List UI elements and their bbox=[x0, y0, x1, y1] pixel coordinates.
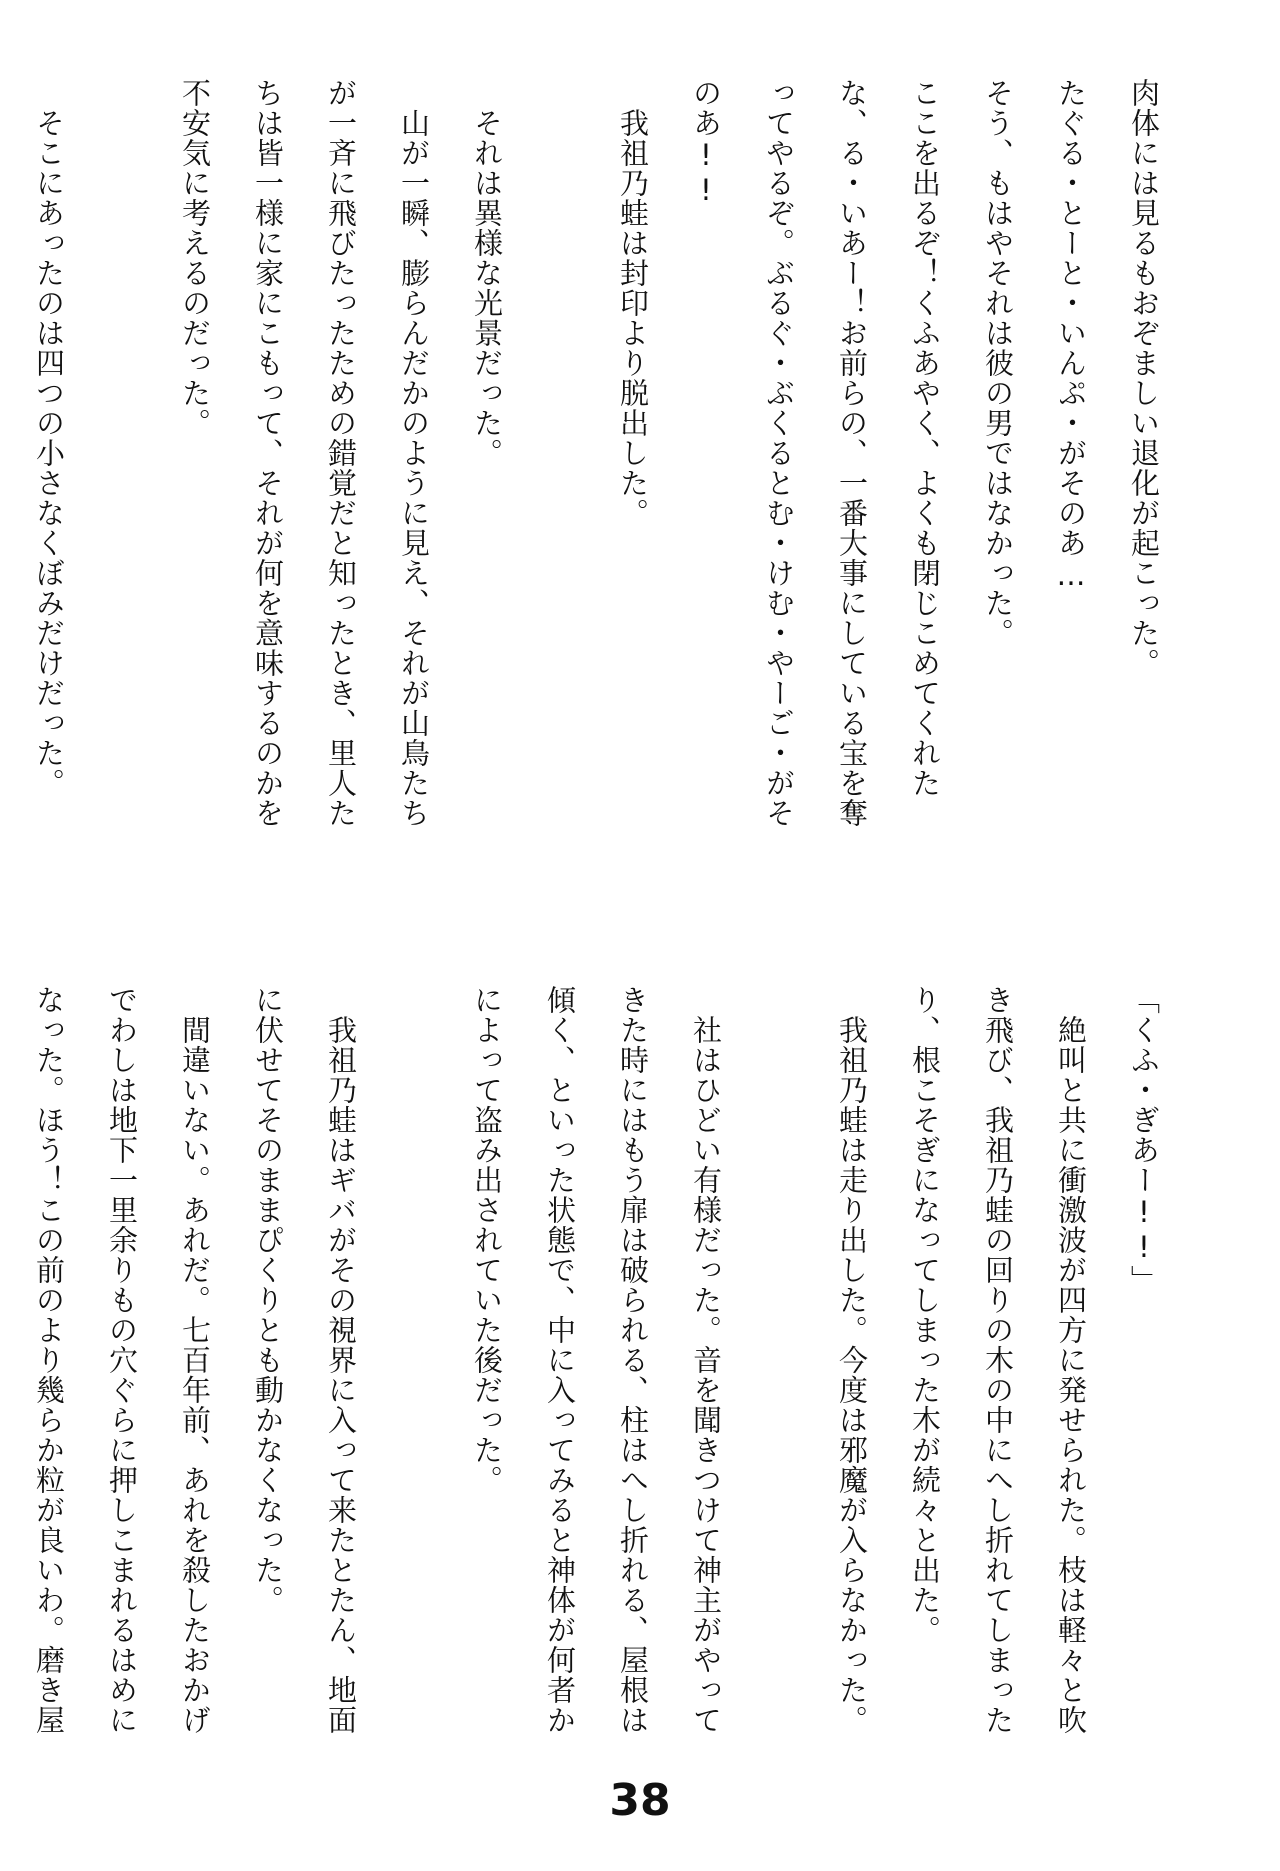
text-line: 肉体には見るもおぞましい退化が起こった。 bbox=[1127, 78, 1161, 678]
text-line: 傾く、といった状態で、中に入ってみると神体が何者か bbox=[543, 985, 577, 1735]
top-text-block bbox=[30, 78, 1180, 828]
text-line bbox=[85, 78, 158, 738]
text-line: に伏せてそのままぴくりとも動かなくなった。 bbox=[251, 985, 285, 1615]
text-line bbox=[0, 78, 12, 738]
text-line: ここを出るぞ！くふあやく、よくも閉じこめてくれた bbox=[908, 78, 942, 798]
text-line: な、る・いあー！お前らの、一番大事にしている宝を奪 bbox=[835, 78, 869, 828]
text-line: 不安気に考えるのだった。 bbox=[178, 78, 212, 438]
text-line: 我祖乃蛙は封印より脱出した。 bbox=[616, 78, 650, 528]
text-line: なった。ほう！この前のより幾らか粒が良いわ。磨き屋 bbox=[32, 985, 66, 1735]
text-line: でわしは地下一里余りもの穴ぐらに押しこまれるはめに bbox=[105, 985, 139, 1735]
text-line: たぐる・とーと・いんぷ・がそのあ… bbox=[1054, 78, 1088, 593]
text-line: それは異様な光景だった。 bbox=[470, 78, 504, 468]
text-line: 我祖乃蛙は走り出した。今度は邪魔が入らなかった。 bbox=[835, 985, 869, 1735]
text-line: によって盗み出されていた後だった。 bbox=[470, 985, 504, 1495]
text-line: 我祖乃蛙はギバがその視界に入って来たとたん、地面 bbox=[324, 985, 358, 1735]
text-line: ってやるぞ。ぶるぐ・ぶくるとむ・けむ・やーご・がそ bbox=[762, 78, 796, 828]
text-line: のあ!! bbox=[689, 78, 723, 208]
text-line: 絶叫と共に衝激波が四方に発せられた。枝は軽々と吹 bbox=[1054, 985, 1088, 1735]
text-line: り、根こそぎになってしまった木が続々と出た。 bbox=[908, 985, 942, 1645]
bottom-text-block bbox=[30, 985, 1180, 1735]
text-line: ちは皆一様に家にこもって、それが何を意味するのかを bbox=[251, 78, 285, 828]
page-number: 38 bbox=[609, 1775, 671, 1826]
text-line bbox=[0, 985, 12, 1725]
text-line: 山が一瞬、膨らんだかのように見え、それが山鳥たち bbox=[397, 78, 431, 828]
text-line bbox=[377, 985, 450, 1725]
text-line: が一斉に飛びたったための錯覚だと知ったとき、里人た bbox=[324, 78, 358, 828]
text-line: そう、もはやそれは彼の男ではなかった。 bbox=[981, 78, 1015, 648]
text-line bbox=[742, 985, 815, 1725]
text-line: 社はひどい有様だった。音を聞きつけて神主がやって bbox=[689, 985, 723, 1735]
text-line bbox=[523, 78, 596, 738]
text-line: 「くふ・ぎあー!!」 bbox=[1127, 985, 1161, 1295]
text-line: そこにあったのは四つの小さなくぼみだけだった。 bbox=[32, 78, 66, 798]
text-line: きた時にはもう扉は破られる、柱はへし折れる、屋根は bbox=[616, 985, 650, 1735]
text-line: 間違いない。あれだ。七百年前、あれを殺したおかげ bbox=[178, 985, 212, 1735]
text-line: き飛び、我祖乃蛙の回りの木の中にへし折れてしまった bbox=[981, 985, 1015, 1735]
